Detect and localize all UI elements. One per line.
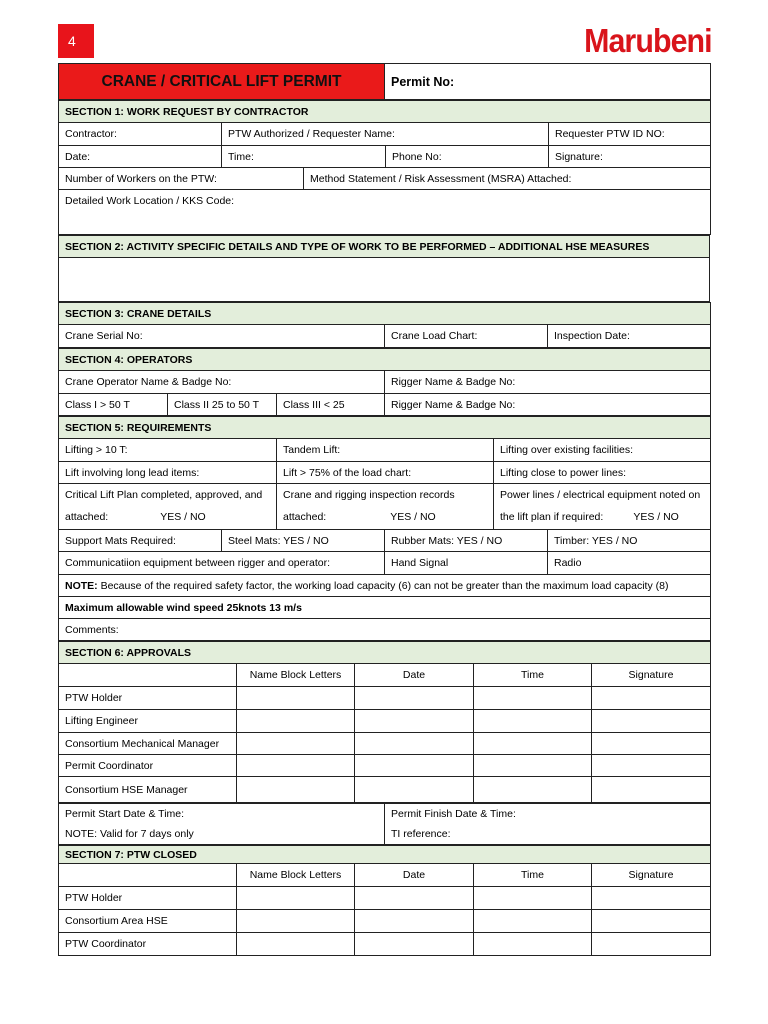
signature-cell[interactable]	[592, 777, 711, 803]
critical-lift-plan-label-2: attached:	[65, 511, 109, 523]
radio-option[interactable]: Radio	[548, 552, 711, 575]
permit-form	[58, 63, 710, 956]
date-cell[interactable]	[355, 777, 474, 803]
signature-cell[interactable]	[592, 687, 711, 710]
name-cell[interactable]	[237, 910, 355, 933]
approval-row-mechanical-manager	[59, 733, 711, 755]
long-lead-field[interactable]: Lift involving long lead items:	[59, 462, 277, 484]
support-mats-field[interactable]: Support Mats Required:	[59, 530, 222, 552]
class3-option[interactable]: Class III < 25	[277, 394, 385, 416]
crane-operator-field[interactable]: Crane Operator Name & Badge No:	[59, 371, 385, 394]
rubber-mats-field[interactable]: Rubber Mats: YES / NO	[385, 530, 548, 552]
permit-no-field[interactable]: Permit No:	[385, 64, 711, 100]
work-location-field[interactable]: Detailed Work Location / KKS Code:	[59, 190, 711, 235]
permit-finish-field[interactable]	[385, 804, 711, 845]
ptw-authorized-field[interactable]: PTW Authorized / Requester Name:	[222, 123, 549, 146]
col-date: Date	[355, 664, 474, 687]
section1-table	[58, 100, 711, 235]
closed-corner	[59, 864, 237, 887]
approver-label: PTW Holder	[59, 687, 237, 710]
workers-field[interactable]: Number of Workers on the PTW:	[59, 168, 304, 190]
date-cell[interactable]	[355, 887, 474, 910]
timber-field[interactable]: Timber: YES / NO	[548, 530, 711, 552]
requester-id-field[interactable]: Requester PTW ID NO:	[549, 123, 711, 146]
section2-heading: SECTION 2: ACTIVITY SPECIFIC DETAILS AND TYPE OF WORK TO BE PERFORMED – ADDITIONAL HSE MEASURES	[59, 236, 710, 258]
name-cell[interactable]	[237, 710, 355, 733]
ti-reference-label: TI reference:	[391, 828, 451, 840]
closer-label: PTW Coordinator	[59, 933, 237, 956]
col-time: Time	[474, 664, 592, 687]
time-cell[interactable]	[474, 687, 592, 710]
crane-load-chart-field[interactable]: Crane Load Chart:	[385, 325, 548, 348]
section7-table	[58, 845, 711, 956]
approval-row-lifting-engineer	[59, 710, 711, 733]
page-number-badge: 4	[58, 24, 94, 58]
existing-facilities-field[interactable]: Lifting over existing facilities:	[494, 439, 711, 462]
section6-table	[58, 641, 711, 803]
activity-details-field[interactable]	[59, 258, 710, 302]
date-cell[interactable]	[355, 755, 474, 777]
signature-cell[interactable]	[592, 933, 711, 956]
valid-note: NOTE: Valid for 7 days only	[65, 828, 194, 840]
wind-speed-limit: Maximum allowable wind speed 25knots 13 m/s	[59, 597, 711, 619]
time-cell[interactable]	[474, 887, 592, 910]
section3-table	[58, 302, 711, 348]
steel-mats-field[interactable]: Steel Mats: YES / NO	[222, 530, 385, 552]
comments-field[interactable]: Comments:	[59, 619, 711, 641]
name-cell[interactable]	[237, 687, 355, 710]
col-name-block-letters: Name Block Letters	[237, 864, 355, 887]
time-cell[interactable]	[474, 777, 592, 803]
crane-rigging-label-2: attached:	[283, 511, 327, 523]
phone-field[interactable]: Phone No:	[386, 146, 549, 168]
date-field[interactable]: Date:	[59, 146, 222, 168]
power-lines-plan-field[interactable]	[494, 484, 711, 530]
time-cell[interactable]	[474, 933, 592, 956]
signature-cell[interactable]	[592, 887, 711, 910]
closer-label: Consortium Area HSE	[59, 910, 237, 933]
approvals-corner	[59, 664, 237, 687]
approval-row-ptw-holder	[59, 687, 711, 710]
crane-rigging-yes-no[interactable]: YES / NO	[390, 511, 436, 523]
date-cell[interactable]	[355, 710, 474, 733]
time-cell[interactable]	[474, 733, 592, 755]
method-statement-field[interactable]: Method Statement / Risk Assessment (MSRA) Attached:	[304, 168, 711, 190]
name-cell[interactable]	[237, 755, 355, 777]
section2-table	[58, 235, 710, 302]
class2-option[interactable]: Class II 25 to 50 T	[168, 394, 277, 416]
closed-row-ptw-holder	[59, 887, 711, 910]
section4-table	[58, 348, 711, 416]
approver-label: Consortium HSE Manager	[59, 777, 237, 803]
load-75-field[interactable]: Lift > 75% of the load chart:	[277, 462, 494, 484]
safety-note	[59, 575, 711, 597]
tandem-lift-field[interactable]: Tandem Lift:	[277, 439, 494, 462]
power-lines-close-field[interactable]: Lifting close to power lines:	[494, 462, 711, 484]
crane-rigging-records-field[interactable]	[277, 484, 494, 530]
col-name-block-letters: Name Block Letters	[237, 664, 355, 687]
marubeni-logo: Marubeni	[584, 22, 712, 59]
name-cell[interactable]	[237, 777, 355, 803]
communication-field: Communicatiion equipment between rigger and operator:	[59, 552, 385, 575]
section3-heading: SECTION 3: CRANE DETAILS	[59, 303, 711, 325]
col-signature: Signature	[592, 864, 711, 887]
permit-start-label: Permit Start Date & Time:	[65, 808, 185, 820]
date-cell[interactable]	[355, 733, 474, 755]
approver-label: Permit Coordinator	[59, 755, 237, 777]
time-field[interactable]: Time:	[222, 146, 386, 168]
date-cell[interactable]	[355, 687, 474, 710]
crane-serial-field[interactable]: Crane Serial No:	[59, 325, 385, 348]
name-cell[interactable]	[237, 887, 355, 910]
signature-cell[interactable]	[592, 910, 711, 933]
time-cell[interactable]	[474, 910, 592, 933]
col-time: Time	[474, 864, 592, 887]
power-lines-yes-no[interactable]: YES / NO	[633, 511, 679, 523]
section5-table	[58, 416, 711, 641]
inspection-date-field[interactable]: Inspection Date:	[548, 325, 711, 348]
rigger-field-2[interactable]: Rigger Name & Badge No:	[385, 394, 711, 416]
critical-lift-plan-label-1: Critical Lift Plan completed, approved, and	[65, 489, 263, 501]
approver-label: Consortium Mechanical Manager	[59, 733, 237, 755]
signature-cell[interactable]	[592, 733, 711, 755]
power-lines-label-2: the lift plan if required:	[500, 511, 604, 523]
section6-heading: SECTION 6: APPROVALS	[59, 642, 711, 664]
section1-heading: SECTION 1: WORK REQUEST BY CONTRACTOR	[59, 101, 711, 123]
signature-field[interactable]: Signature:	[549, 146, 711, 168]
section7-heading: SECTION 7: PTW CLOSED	[59, 846, 711, 864]
power-lines-label-1: Power lines / electrical equipment noted on	[500, 489, 701, 501]
closed-row-ptw-coordinator	[59, 933, 711, 956]
critical-lift-plan-yes-no[interactable]: YES / NO	[160, 511, 206, 523]
section5-heading: SECTION 5: REQUIREMENTS	[59, 417, 711, 439]
note-text: Because of the required safety factor, the working load capacity (6) can not be greater than the maximum load capacity (8)	[97, 579, 669, 592]
col-date: Date	[355, 864, 474, 887]
date-cell[interactable]	[355, 910, 474, 933]
rigger-field-1[interactable]: Rigger Name & Badge No:	[385, 371, 711, 394]
time-cell[interactable]	[474, 755, 592, 777]
approval-row-hse-manager	[59, 777, 711, 803]
approver-label: Lifting Engineer	[59, 710, 237, 733]
permit-start-field[interactable]	[59, 804, 385, 845]
note-label: NOTE:	[65, 579, 98, 592]
name-cell[interactable]	[237, 733, 355, 755]
time-cell[interactable]	[474, 710, 592, 733]
signature-cell[interactable]	[592, 755, 711, 777]
col-signature: Signature	[592, 664, 711, 687]
lifting-10t-field[interactable]: Lifting > 10 T:	[59, 439, 277, 462]
permit-title: CRANE / CRITICAL LIFT PERMIT	[59, 64, 385, 100]
permit-finish-label: Permit Finish Date & Time:	[391, 808, 516, 820]
name-cell[interactable]	[237, 933, 355, 956]
date-cell[interactable]	[355, 933, 474, 956]
section4-heading: SECTION 4: OPERATORS	[59, 349, 711, 371]
closed-row-area-hse	[59, 910, 711, 933]
approval-row-permit-coordinator	[59, 755, 711, 777]
permit-dates-table	[58, 803, 711, 845]
hand-signal-option[interactable]: Hand Signal	[385, 552, 548, 575]
contractor-field[interactable]: Contractor:	[59, 123, 222, 146]
signature-cell[interactable]	[592, 710, 711, 733]
crane-rigging-label-1: Crane and rigging inspection records	[283, 489, 455, 501]
class1-option[interactable]: Class I > 50 T	[59, 394, 168, 416]
closer-label: PTW Holder	[59, 887, 237, 910]
critical-lift-plan-field[interactable]	[59, 484, 277, 530]
title-table	[58, 63, 711, 100]
